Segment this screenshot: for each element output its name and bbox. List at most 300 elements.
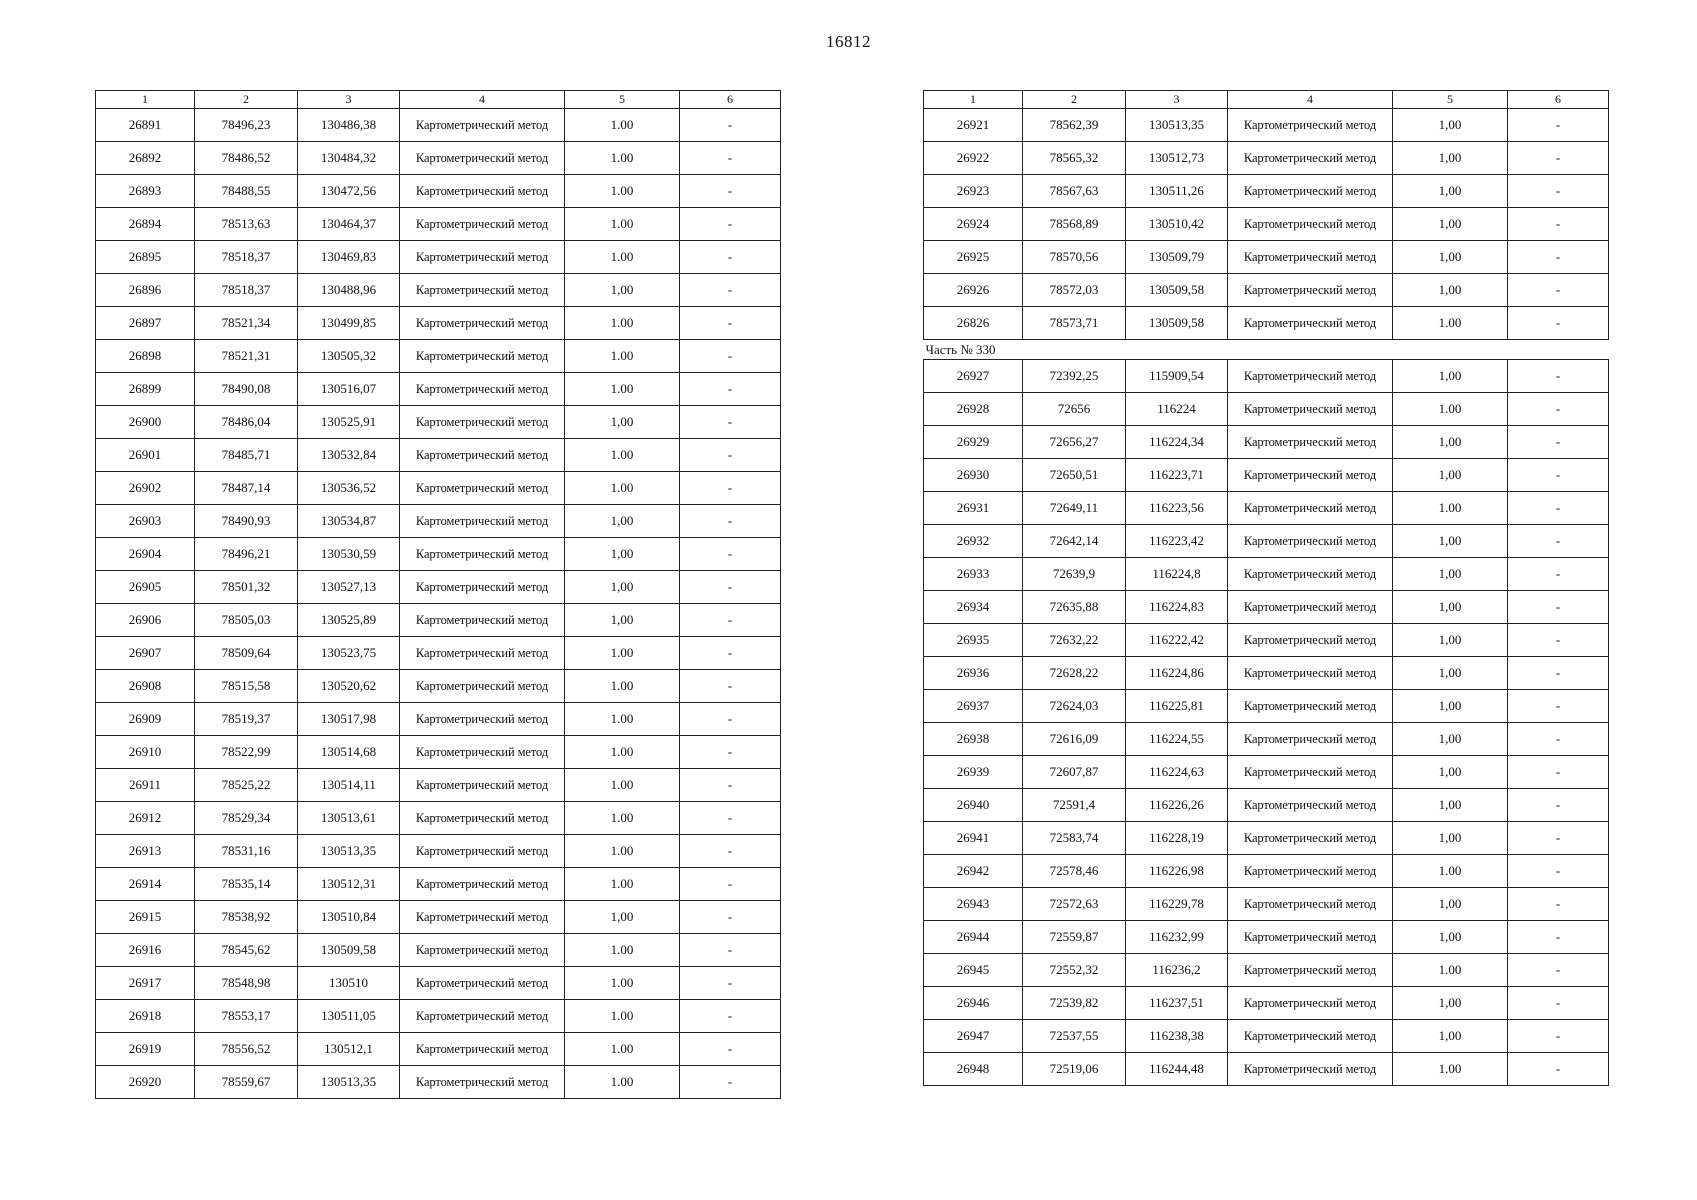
table-header-row	[924, 91, 1609, 109]
table-row	[924, 208, 1609, 241]
description-cell: -	[680, 637, 781, 670]
y-coordinate-cell: 116236,2	[1126, 954, 1228, 987]
accuracy-cell: 1.00	[565, 670, 680, 703]
coordinates-table-left	[95, 90, 781, 1099]
accuracy-cell: 1,00	[1393, 756, 1508, 789]
y-coordinate-cell: 130520,62	[298, 670, 400, 703]
x-coordinate-cell: 78487,14	[195, 472, 298, 505]
y-coordinate-cell: 130527,13	[298, 571, 400, 604]
method-cell: Картометрический метод	[400, 670, 565, 703]
y-coordinate-cell: 116224,34	[1126, 426, 1228, 459]
point-number-cell: 26925	[924, 241, 1023, 274]
accuracy-cell: 1,00	[1393, 208, 1508, 241]
x-coordinate-cell: 72650,51	[1023, 459, 1126, 492]
description-cell: -	[1508, 921, 1609, 954]
method-cell: Картометрический метод	[1228, 142, 1393, 175]
y-coordinate-cell: 130486,38	[298, 109, 400, 142]
accuracy-cell: 1,00	[1393, 624, 1508, 657]
description-cell: -	[1508, 822, 1609, 855]
point-number-cell: 26935	[924, 624, 1023, 657]
method-cell: Картометрический метод	[400, 505, 565, 538]
description-cell: -	[680, 307, 781, 340]
y-coordinate-cell: 130469,83	[298, 241, 400, 274]
accuracy-cell: 1.00	[565, 736, 680, 769]
table-row	[924, 360, 1609, 393]
accuracy-cell: 1.00	[1393, 1053, 1508, 1086]
description-cell: -	[1508, 459, 1609, 492]
y-coordinate-cell: 116224	[1126, 393, 1228, 426]
x-coordinate-cell: 78538,92	[195, 901, 298, 934]
table-row	[924, 307, 1609, 340]
y-coordinate-cell: 115909,54	[1126, 360, 1228, 393]
y-coordinate-cell: 130472,56	[298, 175, 400, 208]
point-number-cell: 26938	[924, 723, 1023, 756]
accuracy-cell: 1.00	[1393, 954, 1508, 987]
x-coordinate-cell: 78553,17	[195, 1000, 298, 1033]
table-row	[96, 769, 781, 802]
table-row	[96, 802, 781, 835]
point-number-cell: 26944	[924, 921, 1023, 954]
method-cell: Картометрический метод	[400, 472, 565, 505]
accuracy-cell: 1.00	[565, 307, 680, 340]
accuracy-cell: 1.00	[1393, 307, 1508, 340]
y-coordinate-cell: 130532,84	[298, 439, 400, 472]
point-number-cell: 26910	[96, 736, 195, 769]
description-cell: -	[680, 1000, 781, 1033]
x-coordinate-cell: 72628,22	[1023, 657, 1126, 690]
accuracy-cell: 1,00	[1393, 723, 1508, 756]
method-cell: Картометрический метод	[400, 934, 565, 967]
column-header-4: 4	[400, 91, 565, 109]
accuracy-cell: 1,00	[1393, 888, 1508, 921]
point-number-cell: 26901	[96, 439, 195, 472]
x-coordinate-cell: 78525,22	[195, 769, 298, 802]
description-cell: -	[1508, 175, 1609, 208]
table-row	[96, 901, 781, 934]
point-number-cell: 26945	[924, 954, 1023, 987]
y-coordinate-cell: 116224,83	[1126, 591, 1228, 624]
y-coordinate-cell: 130510	[298, 967, 400, 1000]
point-number-cell: 26897	[96, 307, 195, 340]
point-number-cell: 26924	[924, 208, 1023, 241]
description-cell: -	[680, 967, 781, 1000]
x-coordinate-cell: 78488,55	[195, 175, 298, 208]
method-cell: Картометрический метод	[400, 703, 565, 736]
method-cell: Картометрический метод	[1228, 459, 1393, 492]
table-row	[924, 888, 1609, 921]
y-coordinate-cell: 130512,31	[298, 868, 400, 901]
table-row	[924, 459, 1609, 492]
method-cell: Картометрический метод	[400, 967, 565, 1000]
method-cell: Картометрический метод	[400, 307, 565, 340]
point-number-cell: 26948	[924, 1053, 1023, 1086]
table-row	[96, 208, 781, 241]
accuracy-cell: 1,00	[1393, 426, 1508, 459]
method-cell: Картометрический метод	[1228, 888, 1393, 921]
y-coordinate-cell: 130509,58	[298, 934, 400, 967]
description-cell: -	[680, 736, 781, 769]
point-number-cell: 26936	[924, 657, 1023, 690]
method-cell: Картометрический метод	[400, 109, 565, 142]
x-coordinate-cell: 78529,34	[195, 802, 298, 835]
accuracy-cell: 1,00	[1393, 690, 1508, 723]
x-coordinate-cell: 72632,22	[1023, 624, 1126, 657]
point-number-cell: 26905	[96, 571, 195, 604]
table-row	[96, 439, 781, 472]
y-coordinate-cell: 116223,71	[1126, 459, 1228, 492]
description-cell: -	[680, 802, 781, 835]
point-number-cell: 26937	[924, 690, 1023, 723]
x-coordinate-cell: 78573,71	[1023, 307, 1126, 340]
column-header-6: 6	[680, 91, 781, 109]
section-row	[924, 340, 1609, 360]
description-cell: -	[680, 1033, 781, 1066]
accuracy-cell: 1,00	[1393, 657, 1508, 690]
point-number-cell: 26926	[924, 274, 1023, 307]
accuracy-cell: 1,00	[1393, 175, 1508, 208]
description-cell: -	[680, 934, 781, 967]
point-number-cell: 26929	[924, 426, 1023, 459]
y-coordinate-cell: 130499,85	[298, 307, 400, 340]
table-row	[924, 954, 1609, 987]
accuracy-cell: 1,00	[565, 901, 680, 934]
y-coordinate-cell: 116224,8	[1126, 558, 1228, 591]
y-coordinate-cell: 130514,11	[298, 769, 400, 802]
point-number-cell: 26898	[96, 340, 195, 373]
table-row	[96, 1000, 781, 1033]
description-cell: -	[1508, 426, 1609, 459]
accuracy-cell: 1,00	[1393, 921, 1508, 954]
method-cell: Картометрический метод	[1228, 822, 1393, 855]
point-number-cell: 26891	[96, 109, 195, 142]
description-cell: -	[1508, 756, 1609, 789]
accuracy-cell: 1,00	[1393, 558, 1508, 591]
point-number-cell: 26931	[924, 492, 1023, 525]
point-number-cell: 26896	[96, 274, 195, 307]
method-cell: Картометрический метод	[1228, 307, 1393, 340]
description-cell: -	[1508, 1020, 1609, 1053]
method-cell: Картометрический метод	[1228, 274, 1393, 307]
table-row	[924, 855, 1609, 888]
accuracy-cell: 1.00	[565, 241, 680, 274]
x-coordinate-cell: 72616,09	[1023, 723, 1126, 756]
description-cell: -	[1508, 558, 1609, 591]
method-cell: Картометрический метод	[400, 802, 565, 835]
accuracy-cell: 1,00	[1393, 274, 1508, 307]
x-coordinate-cell: 72635,88	[1023, 591, 1126, 624]
accuracy-cell: 1.00	[565, 934, 680, 967]
accuracy-cell: 1.00	[565, 373, 680, 406]
point-number-cell: 26940	[924, 789, 1023, 822]
x-coordinate-cell: 78496,21	[195, 538, 298, 571]
description-cell: -	[1508, 591, 1609, 624]
table-row	[96, 142, 781, 175]
point-number-cell: 26907	[96, 637, 195, 670]
description-cell: -	[680, 670, 781, 703]
point-number-cell: 26909	[96, 703, 195, 736]
y-coordinate-cell: 116223,56	[1126, 492, 1228, 525]
x-coordinate-cell: 72656,27	[1023, 426, 1126, 459]
table-row	[924, 1020, 1609, 1053]
x-coordinate-cell: 78521,34	[195, 307, 298, 340]
table-row	[96, 571, 781, 604]
table-row	[924, 822, 1609, 855]
point-number-cell: 26920	[96, 1066, 195, 1099]
y-coordinate-cell: 116237,51	[1126, 987, 1228, 1020]
column-header-2: 2	[1023, 91, 1126, 109]
y-coordinate-cell: 130536,52	[298, 472, 400, 505]
description-cell: -	[680, 340, 781, 373]
accuracy-cell: 1,00	[1393, 142, 1508, 175]
method-cell: Картометрический метод	[1228, 657, 1393, 690]
point-number-cell: 26918	[96, 1000, 195, 1033]
accuracy-cell: 1.00	[565, 703, 680, 736]
table-row	[96, 241, 781, 274]
description-cell: -	[680, 604, 781, 637]
y-coordinate-cell: 130523,75	[298, 637, 400, 670]
table-row	[924, 591, 1609, 624]
x-coordinate-cell: 78509,64	[195, 637, 298, 670]
accuracy-cell: 1,00	[565, 274, 680, 307]
description-cell: -	[680, 175, 781, 208]
method-cell: Картометрический метод	[1228, 789, 1393, 822]
x-coordinate-cell: 78548,98	[195, 967, 298, 1000]
x-coordinate-cell: 78486,52	[195, 142, 298, 175]
table-row	[924, 921, 1609, 954]
x-coordinate-cell: 78505,03	[195, 604, 298, 637]
description-cell: -	[680, 703, 781, 736]
method-cell: Картометрический метод	[1228, 690, 1393, 723]
description-cell: -	[680, 274, 781, 307]
table-row	[924, 657, 1609, 690]
point-number-cell: 26913	[96, 835, 195, 868]
y-coordinate-cell: 130513,35	[1126, 109, 1228, 142]
x-coordinate-cell: 78522,99	[195, 736, 298, 769]
point-number-cell: 26894	[96, 208, 195, 241]
accuracy-cell: 1.00	[1393, 492, 1508, 525]
x-coordinate-cell: 72559,87	[1023, 921, 1126, 954]
accuracy-cell: 1,00	[1393, 1020, 1508, 1053]
y-coordinate-cell: 116232,99	[1126, 921, 1228, 954]
point-number-cell: 26908	[96, 670, 195, 703]
accuracy-cell: 1,00	[565, 538, 680, 571]
y-coordinate-cell: 130505,32	[298, 340, 400, 373]
method-cell: Картометрический метод	[1228, 393, 1393, 426]
description-cell: -	[1508, 888, 1609, 921]
point-number-cell: 26928	[924, 393, 1023, 426]
table-row	[924, 558, 1609, 591]
accuracy-cell: 1,00	[1393, 525, 1508, 558]
description-cell: -	[1508, 492, 1609, 525]
accuracy-cell: 1.00	[565, 1033, 680, 1066]
table-row	[924, 109, 1609, 142]
description-cell: -	[1508, 954, 1609, 987]
description-cell: -	[1508, 1053, 1609, 1086]
method-cell: Картометрический метод	[1228, 591, 1393, 624]
table-row	[96, 274, 781, 307]
x-coordinate-cell: 78513,63	[195, 208, 298, 241]
method-cell: Картометрический метод	[1228, 426, 1393, 459]
table-row	[924, 987, 1609, 1020]
point-number-cell: 26942	[924, 855, 1023, 888]
description-cell: -	[1508, 789, 1609, 822]
description-cell: -	[680, 505, 781, 538]
method-cell: Картометрический метод	[400, 208, 565, 241]
y-coordinate-cell: 116222,42	[1126, 624, 1228, 657]
method-cell: Картометрический метод	[1228, 241, 1393, 274]
accuracy-cell: 1.00	[565, 439, 680, 472]
description-cell: -	[680, 1066, 781, 1099]
x-coordinate-cell: 78490,93	[195, 505, 298, 538]
description-cell: -	[680, 472, 781, 505]
table-row	[96, 340, 781, 373]
table-header-row	[96, 91, 781, 109]
method-cell: Картометрический метод	[1228, 558, 1393, 591]
y-coordinate-cell: 116224,86	[1126, 657, 1228, 690]
method-cell: Картометрический метод	[400, 736, 565, 769]
description-cell: -	[1508, 987, 1609, 1020]
accuracy-cell: 1.00	[565, 967, 680, 1000]
y-coordinate-cell: 130512,1	[298, 1033, 400, 1066]
accuracy-cell: 1.00	[565, 472, 680, 505]
column-header-5: 5	[1393, 91, 1508, 109]
description-cell: -	[680, 901, 781, 934]
point-number-cell: 26902	[96, 472, 195, 505]
table-row	[924, 525, 1609, 558]
x-coordinate-cell: 78559,67	[195, 1066, 298, 1099]
accuracy-cell: 1,00	[1393, 987, 1508, 1020]
point-number-cell: 26906	[96, 604, 195, 637]
x-coordinate-cell: 72392,25	[1023, 360, 1126, 393]
accuracy-cell: 1,00	[565, 505, 680, 538]
accuracy-cell: 1.00	[565, 868, 680, 901]
accuracy-cell: 1.00	[565, 1066, 680, 1099]
point-number-cell: 26921	[924, 109, 1023, 142]
x-coordinate-cell: 78545,62	[195, 934, 298, 967]
table-row	[924, 1053, 1609, 1086]
table-row	[96, 109, 781, 142]
y-coordinate-cell: 116225,81	[1126, 690, 1228, 723]
description-cell: -	[1508, 208, 1609, 241]
y-coordinate-cell: 116223,42	[1126, 525, 1228, 558]
accuracy-cell: 1,00	[1393, 822, 1508, 855]
method-cell: Картометрический метод	[400, 142, 565, 175]
y-coordinate-cell: 130509,58	[1126, 274, 1228, 307]
description-cell: -	[680, 439, 781, 472]
table-row	[96, 538, 781, 571]
y-coordinate-cell: 130511,05	[298, 1000, 400, 1033]
x-coordinate-cell: 72552,32	[1023, 954, 1126, 987]
x-coordinate-cell: 78562,39	[1023, 109, 1126, 142]
coordinates-table-right	[923, 90, 1609, 1086]
y-coordinate-cell: 116224,63	[1126, 756, 1228, 789]
method-cell: Картометрический метод	[400, 274, 565, 307]
description-cell: -	[1508, 525, 1609, 558]
method-cell: Картометрический метод	[1228, 855, 1393, 888]
method-cell: Картометрический метод	[1228, 208, 1393, 241]
description-cell: -	[1508, 723, 1609, 756]
accuracy-cell: 1,00	[1393, 360, 1508, 393]
table-row	[924, 789, 1609, 822]
accuracy-cell: 1.00	[565, 142, 680, 175]
page-number: 16812	[826, 32, 871, 51]
y-coordinate-cell: 130525,89	[298, 604, 400, 637]
description-cell: -	[1508, 690, 1609, 723]
x-coordinate-cell: 72607,87	[1023, 756, 1126, 789]
table-row	[924, 175, 1609, 208]
point-number-cell: 26904	[96, 538, 195, 571]
y-coordinate-cell: 130525,91	[298, 406, 400, 439]
method-cell: Картометрический метод	[1228, 175, 1393, 208]
accuracy-cell: 1,00	[1393, 789, 1508, 822]
column-header-2: 2	[195, 91, 298, 109]
description-cell: -	[1508, 855, 1609, 888]
method-cell: Картометрический метод	[400, 604, 565, 637]
column-header-5: 5	[565, 91, 680, 109]
x-coordinate-cell: 72572,63	[1023, 888, 1126, 921]
table-row	[96, 1066, 781, 1099]
table-row	[924, 723, 1609, 756]
description-cell: -	[680, 373, 781, 406]
y-coordinate-cell: 130513,61	[298, 802, 400, 835]
method-cell: Картометрический метод	[400, 439, 565, 472]
accuracy-cell: 1.00	[565, 175, 680, 208]
method-cell: Картометрический метод	[400, 538, 565, 571]
x-coordinate-cell: 78531,16	[195, 835, 298, 868]
x-coordinate-cell: 72649,11	[1023, 492, 1126, 525]
column-header-6: 6	[1508, 91, 1609, 109]
point-number-cell: 26939	[924, 756, 1023, 789]
point-number-cell: 26912	[96, 802, 195, 835]
table-row	[924, 142, 1609, 175]
y-coordinate-cell: 130530,59	[298, 538, 400, 571]
table-row	[924, 624, 1609, 657]
point-number-cell: 26941	[924, 822, 1023, 855]
table-row	[96, 406, 781, 439]
method-cell: Картометрический метод	[1228, 954, 1393, 987]
y-coordinate-cell: 116224,55	[1126, 723, 1228, 756]
table-row	[924, 393, 1609, 426]
y-coordinate-cell: 116226,26	[1126, 789, 1228, 822]
table-row	[96, 703, 781, 736]
y-coordinate-cell: 130517,98	[298, 703, 400, 736]
x-coordinate-cell: 78518,37	[195, 241, 298, 274]
method-cell: Картометрический метод	[400, 901, 565, 934]
table-row	[96, 175, 781, 208]
description-cell: -	[1508, 109, 1609, 142]
y-coordinate-cell: 130509,79	[1126, 241, 1228, 274]
point-number-cell: 26915	[96, 901, 195, 934]
point-number-cell: 26899	[96, 373, 195, 406]
y-coordinate-cell: 130513,35	[298, 835, 400, 868]
x-coordinate-cell: 72583,74	[1023, 822, 1126, 855]
point-number-cell: 26933	[924, 558, 1023, 591]
x-coordinate-cell: 78518,37	[195, 274, 298, 307]
method-cell: Картометрический метод	[400, 1000, 565, 1033]
x-coordinate-cell: 78568,89	[1023, 208, 1126, 241]
x-coordinate-cell: 78572,03	[1023, 274, 1126, 307]
column-header-1: 1	[924, 91, 1023, 109]
method-cell: Картометрический метод	[400, 406, 565, 439]
method-cell: Картометрический метод	[400, 1033, 565, 1066]
table-row	[924, 492, 1609, 525]
description-cell: -	[1508, 307, 1609, 340]
description-cell: -	[680, 109, 781, 142]
x-coordinate-cell: 72519,06	[1023, 1053, 1126, 1086]
accuracy-cell: 1,00	[1393, 241, 1508, 274]
method-cell: Картометрический метод	[400, 769, 565, 802]
x-coordinate-cell: 72539,82	[1023, 987, 1126, 1020]
